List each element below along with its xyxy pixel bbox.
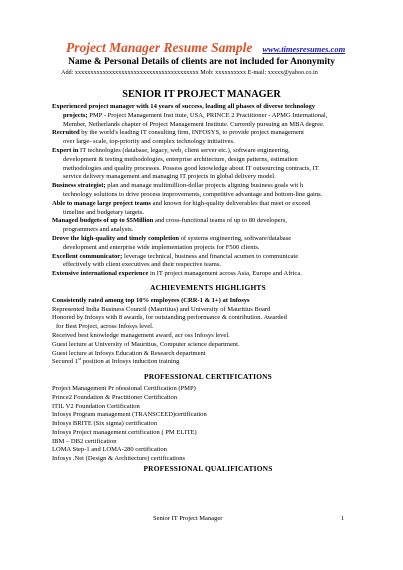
job-title: SENIOR IT PROJECT MANAGER xyxy=(122,89,281,100)
line-text: timeline and budgetary targets. xyxy=(63,208,144,216)
line-text: position at Infosys induction training xyxy=(81,358,180,366)
resume-line xyxy=(52,165,364,173)
bold-phrase: Extensive international experience xyxy=(52,270,149,278)
certifications-heading: PROFESSIONAL CERTIFICATIONS xyxy=(143,371,272,381)
line-text: for Best Project, across Infosys level. xyxy=(56,323,154,331)
certification-item: Infosys .Net (Design & Architecture) certifications xyxy=(52,455,186,463)
resume-line xyxy=(52,112,364,120)
resume-line xyxy=(52,129,364,137)
banner xyxy=(66,39,345,57)
certification-item: IBM – DB2 certification xyxy=(52,437,117,445)
line-text: PMP - Project Management Inst itute, USA, PRINCE 2 Practitioner - APMG International, xyxy=(87,111,328,119)
bold-phrase: Recruited xyxy=(52,129,80,137)
achievements-section xyxy=(52,297,364,367)
resume-line xyxy=(52,138,364,146)
bold-phrase: Consistently rated among top 10% employees (CRR-1 & 1+) at Infosys xyxy=(52,296,250,304)
bold-phrase: Able to manage large project teams xyxy=(52,199,151,207)
resume-line xyxy=(52,244,364,252)
line-text: leverage technical, business and financial acumen to communicate xyxy=(122,252,299,260)
superscript: st xyxy=(78,356,82,362)
document-title: Project Manager Resume Sample xyxy=(66,40,253,55)
bold-phrase: Expert in xyxy=(52,146,79,154)
resume-line xyxy=(52,350,364,358)
line-text: by the world's leading IT consulting firm, INFOSYS, to provide project management xyxy=(79,129,304,137)
resume-line xyxy=(52,182,364,190)
line-text: development & testing methodologies, enterprise architecture, design patterns, estimation xyxy=(63,155,298,163)
line-text: Honored by Infosys with 8 awards, for outstanding performance & contribution. Awarded xyxy=(52,314,287,322)
resume-body xyxy=(52,103,364,477)
bold-phrase: Experienced project manager with 14 years of success, leading all phases of diverse technology xyxy=(52,103,316,110)
resume-line xyxy=(52,297,364,305)
resume-line xyxy=(52,147,364,155)
resume-line xyxy=(52,226,364,234)
page-number: 1 xyxy=(341,515,345,522)
resume-line xyxy=(52,270,364,278)
resume-line xyxy=(52,156,364,164)
line-text: over large- scale, top-priority and complex technology initiatives. xyxy=(63,138,235,146)
contact-line: Add: xxxxxxxxxxxxxxxxxxxxxxxxxxxxxxxxxxxxxxxx Mob: xxxxxxxxxx E-mail: xxxxx@yahoo.co.in xyxy=(61,69,318,76)
resume-line xyxy=(52,341,364,349)
resume-line xyxy=(52,121,364,129)
resume-line xyxy=(52,235,364,243)
certification-item: Prince2 Foundation & Practitioner Certification xyxy=(52,393,178,401)
certification-item: Project Management Pr ofessional Certification (PMP) xyxy=(52,384,196,392)
achievements-heading: ACHIEVEMENTS HIGHLIGHTS xyxy=(150,283,266,293)
line-text: plan and manage multimillion-dollar projects aligning business goals wit h xyxy=(105,182,304,190)
qualifications-heading: PROFESSIONAL QUALIFICATIONS xyxy=(143,463,273,473)
certification-item: ITIL V2 Foundation Certification xyxy=(52,402,140,410)
line-text: technology solutions to drive process improvements, competitive advantage and bottom-line gains. xyxy=(63,190,323,198)
website-link[interactable]: www.timesresumes.com xyxy=(262,44,346,54)
certification-item: Infosys Project management certification ( PM ELITE) xyxy=(52,428,197,436)
line-text: effectively with client executives and their respective teams. xyxy=(63,261,222,269)
resume-line xyxy=(52,261,364,269)
certification-item: LOMA Step-1 and LOMA-280 certification xyxy=(52,446,167,454)
bold-phrase: Managed budgets of up to $5Million xyxy=(52,217,154,225)
resume-line xyxy=(52,253,364,261)
resume-line xyxy=(52,173,364,181)
summary-section xyxy=(52,103,364,278)
line-text: and known for high-quality deliverables that meet or exceed xyxy=(150,199,311,207)
resume-line xyxy=(52,191,364,199)
line-text: of systems engineering, software/database xyxy=(179,234,292,242)
resume-line xyxy=(52,358,364,366)
line-text: and cross-functional teams of up to 80 developers, xyxy=(153,217,287,225)
line-text: Guest lecture at University of Mauritius, Computer science department. xyxy=(52,340,240,348)
line-text: methodologies and quality processes. Possess good knowledge about IT outsourcing contracts, IT xyxy=(63,164,319,172)
certifications-section xyxy=(52,385,364,464)
certification-item: Infosys Program management (TRANSCEED)certification xyxy=(52,411,207,419)
line-text: programmers and analysts. xyxy=(63,226,134,234)
resume-line xyxy=(52,200,364,208)
line-text: service delivery management and managing IT projects in global delivery model. xyxy=(63,173,276,181)
bold-phrase: Excellent communicator; xyxy=(52,252,123,260)
footer-text: Senior IT Project Manager xyxy=(153,515,223,522)
line-text: Received best knowledge management award, acr oss Infosys level. xyxy=(52,331,230,339)
line-text: in IT project management across Asia, Europe and Africa. xyxy=(148,270,302,278)
bold-phrase: projects; xyxy=(63,111,88,119)
line-text: IT technologies (database, legacy, web, client server etc.), software engineering, xyxy=(78,146,290,154)
resume-line xyxy=(52,332,364,340)
resume-line xyxy=(52,217,364,225)
anonymity-note: Name & Personal Details of clients are not included for Anonymity xyxy=(68,57,335,67)
line-text: Guest lecture at Infosys Education & Research department xyxy=(52,349,206,357)
resume-line xyxy=(52,103,364,111)
line-text: development and enterprise wide implementation projects for F500 clients. xyxy=(63,243,260,251)
line-text: Secured 1 xyxy=(52,358,78,366)
line-text: Member, Netherlands chapter of Project Management Institute. Currently pursuing an MBA degree. xyxy=(63,120,325,128)
bold-phrase: Drove the high-quality and timely completion xyxy=(52,234,179,242)
resume-line xyxy=(52,306,364,314)
certification-item: Infosys BRITE (Six sigma) certification xyxy=(52,420,158,428)
bold-phrase: Business strategist; xyxy=(52,182,106,190)
resume-line xyxy=(52,314,364,322)
resume-line xyxy=(52,323,364,331)
line-text: Represented India Business Council (Mauritius) and University of Mauritius Board xyxy=(52,305,271,313)
resume-line xyxy=(52,209,364,217)
